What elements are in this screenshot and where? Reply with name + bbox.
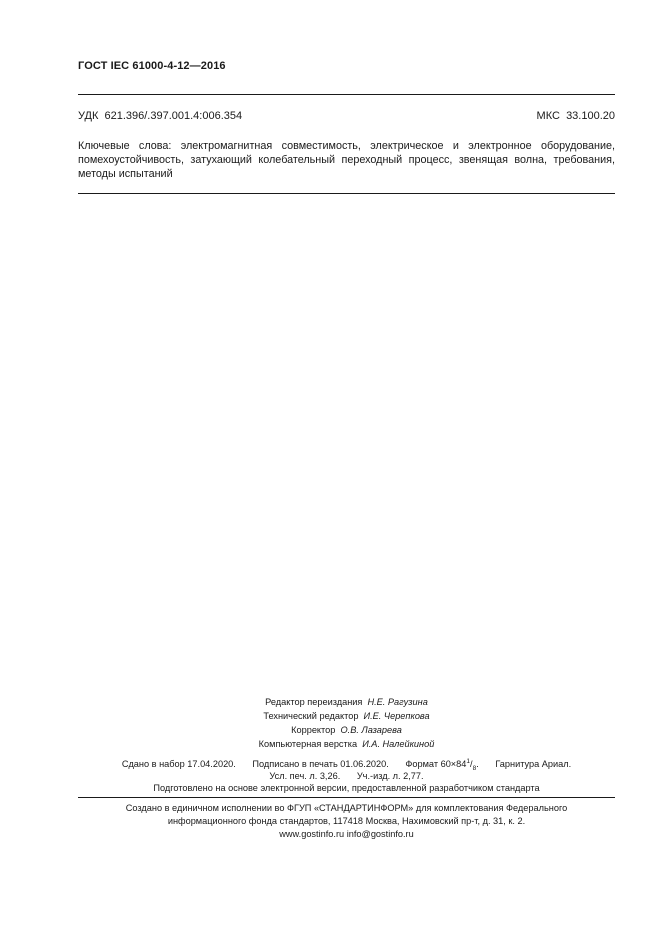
pub-sheets: Уч.-изд. л. 2,77. xyxy=(356,771,424,781)
udk-value: 621.396/.397.001.4:006.354 xyxy=(104,110,243,122)
submitted-date: Сдано в набор 17.04.2020. xyxy=(121,759,236,770)
format-prefix: Формат 60×84 xyxy=(405,759,467,770)
mks-value: 33.100.20 xyxy=(566,110,615,122)
corrector-role: Корректор xyxy=(291,725,336,735)
footer-divider xyxy=(78,797,615,798)
keywords-line-3: методы испытаний xyxy=(78,168,173,180)
imprint-layout xyxy=(78,737,615,751)
format-suffix: . xyxy=(476,759,479,770)
format-sup: 1 xyxy=(466,758,471,765)
editor-name: Н.Е. Рагузина xyxy=(367,697,428,707)
tech-editor-role: Технический редактор xyxy=(263,711,359,721)
layout-role: Компьютерная верстка xyxy=(258,739,358,749)
website-link[interactable]: www.gostinfo.ru xyxy=(279,829,345,839)
layout-name: И.А. Налейкиной xyxy=(362,739,435,749)
keywords-block xyxy=(78,139,615,181)
email-link[interactable]: info@gostinfo.ru xyxy=(346,829,414,839)
signed-date: Подписано в печать 01.06.2020. xyxy=(252,759,389,770)
udk-label: УДК xyxy=(78,110,99,122)
footer-line-1: Создано в единичном исполнении во ФГУП «СТАНДАРТИНФОРМ» для комплектования Федерального xyxy=(125,803,568,813)
publication-line-3 xyxy=(78,781,615,795)
keywords-line-1: Ключевые слова: электромагнитная совместимость, электрическое и электронное оборудование, xyxy=(78,140,615,152)
footer-line-2: информационного фонда стандартов, 117418 Москва, Нахимовский пр-т, д. 31, к. 2. xyxy=(167,816,526,826)
keywords-divider xyxy=(78,193,615,194)
typeface: Гарнитура Ариал. xyxy=(495,759,572,770)
header-divider xyxy=(78,94,615,95)
keywords-line-2: помехоустойчивость, затухающий колебательный переходный процесс, звенящая волна, требования, xyxy=(78,154,615,166)
mks-label: МКС xyxy=(536,110,560,122)
corrector-name: О.В. Лазарева xyxy=(340,725,402,735)
prepared-note: Подготовлено на основе электронной версии, предоставленной разработчиком стандарта xyxy=(153,783,540,793)
document-title: ГОСТ IEC 61000-4-12—2016 xyxy=(78,60,226,72)
udk-code xyxy=(78,110,242,122)
imprint-tech-editor xyxy=(78,709,615,723)
imprint-editor xyxy=(78,695,615,709)
mks-code xyxy=(537,110,615,122)
print-sheets: Усл. печ. л. 3,26. xyxy=(269,771,341,781)
format-sub: 8 xyxy=(472,764,477,772)
editor-role: Редактор переиздания xyxy=(265,697,363,707)
footer-contacts xyxy=(78,828,615,842)
format-info: Формат $60\times 84^1/_8$. xyxy=(405,758,479,772)
imprint-corrector xyxy=(78,723,615,737)
tech-editor-name: И.Е. Черепкова xyxy=(363,711,430,721)
